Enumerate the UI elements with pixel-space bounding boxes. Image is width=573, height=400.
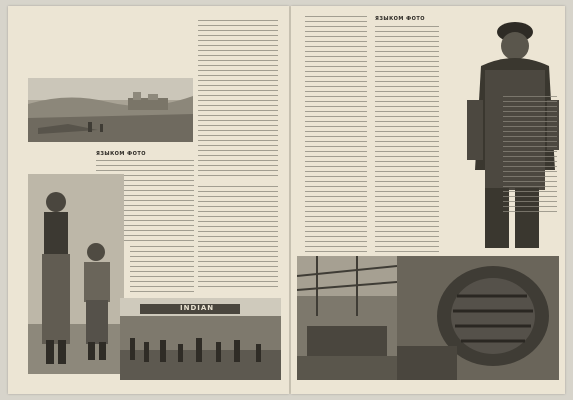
street-sign-text: INDIAN [180, 304, 215, 312]
factory-interior-photo-art [297, 256, 397, 380]
text-column-caption [130, 246, 194, 292]
two-boys-photo [28, 174, 124, 374]
turbine-machinery-photo-art [397, 256, 559, 380]
text-column-right-page-caption [503, 96, 557, 216]
text-column-right-page-left [305, 16, 367, 252]
factory-interior-photo [297, 256, 397, 380]
landscape-photo-art [28, 78, 193, 142]
text-column-right-lower [198, 186, 278, 291]
text-column-right-page-mid [375, 26, 439, 252]
left-page [8, 6, 289, 394]
two-boys-photo-art [28, 174, 124, 374]
right-page [291, 6, 565, 394]
section-heading-left: ЯЗЫКОМ ФОТО [96, 151, 147, 157]
section-heading-right: ЯЗЫКОМ ФОТО [375, 16, 426, 22]
landscape-photo [28, 78, 193, 142]
street-scene-photo [120, 298, 281, 380]
turbine-machinery-photo [397, 256, 559, 380]
text-column-top-right [198, 20, 278, 180]
